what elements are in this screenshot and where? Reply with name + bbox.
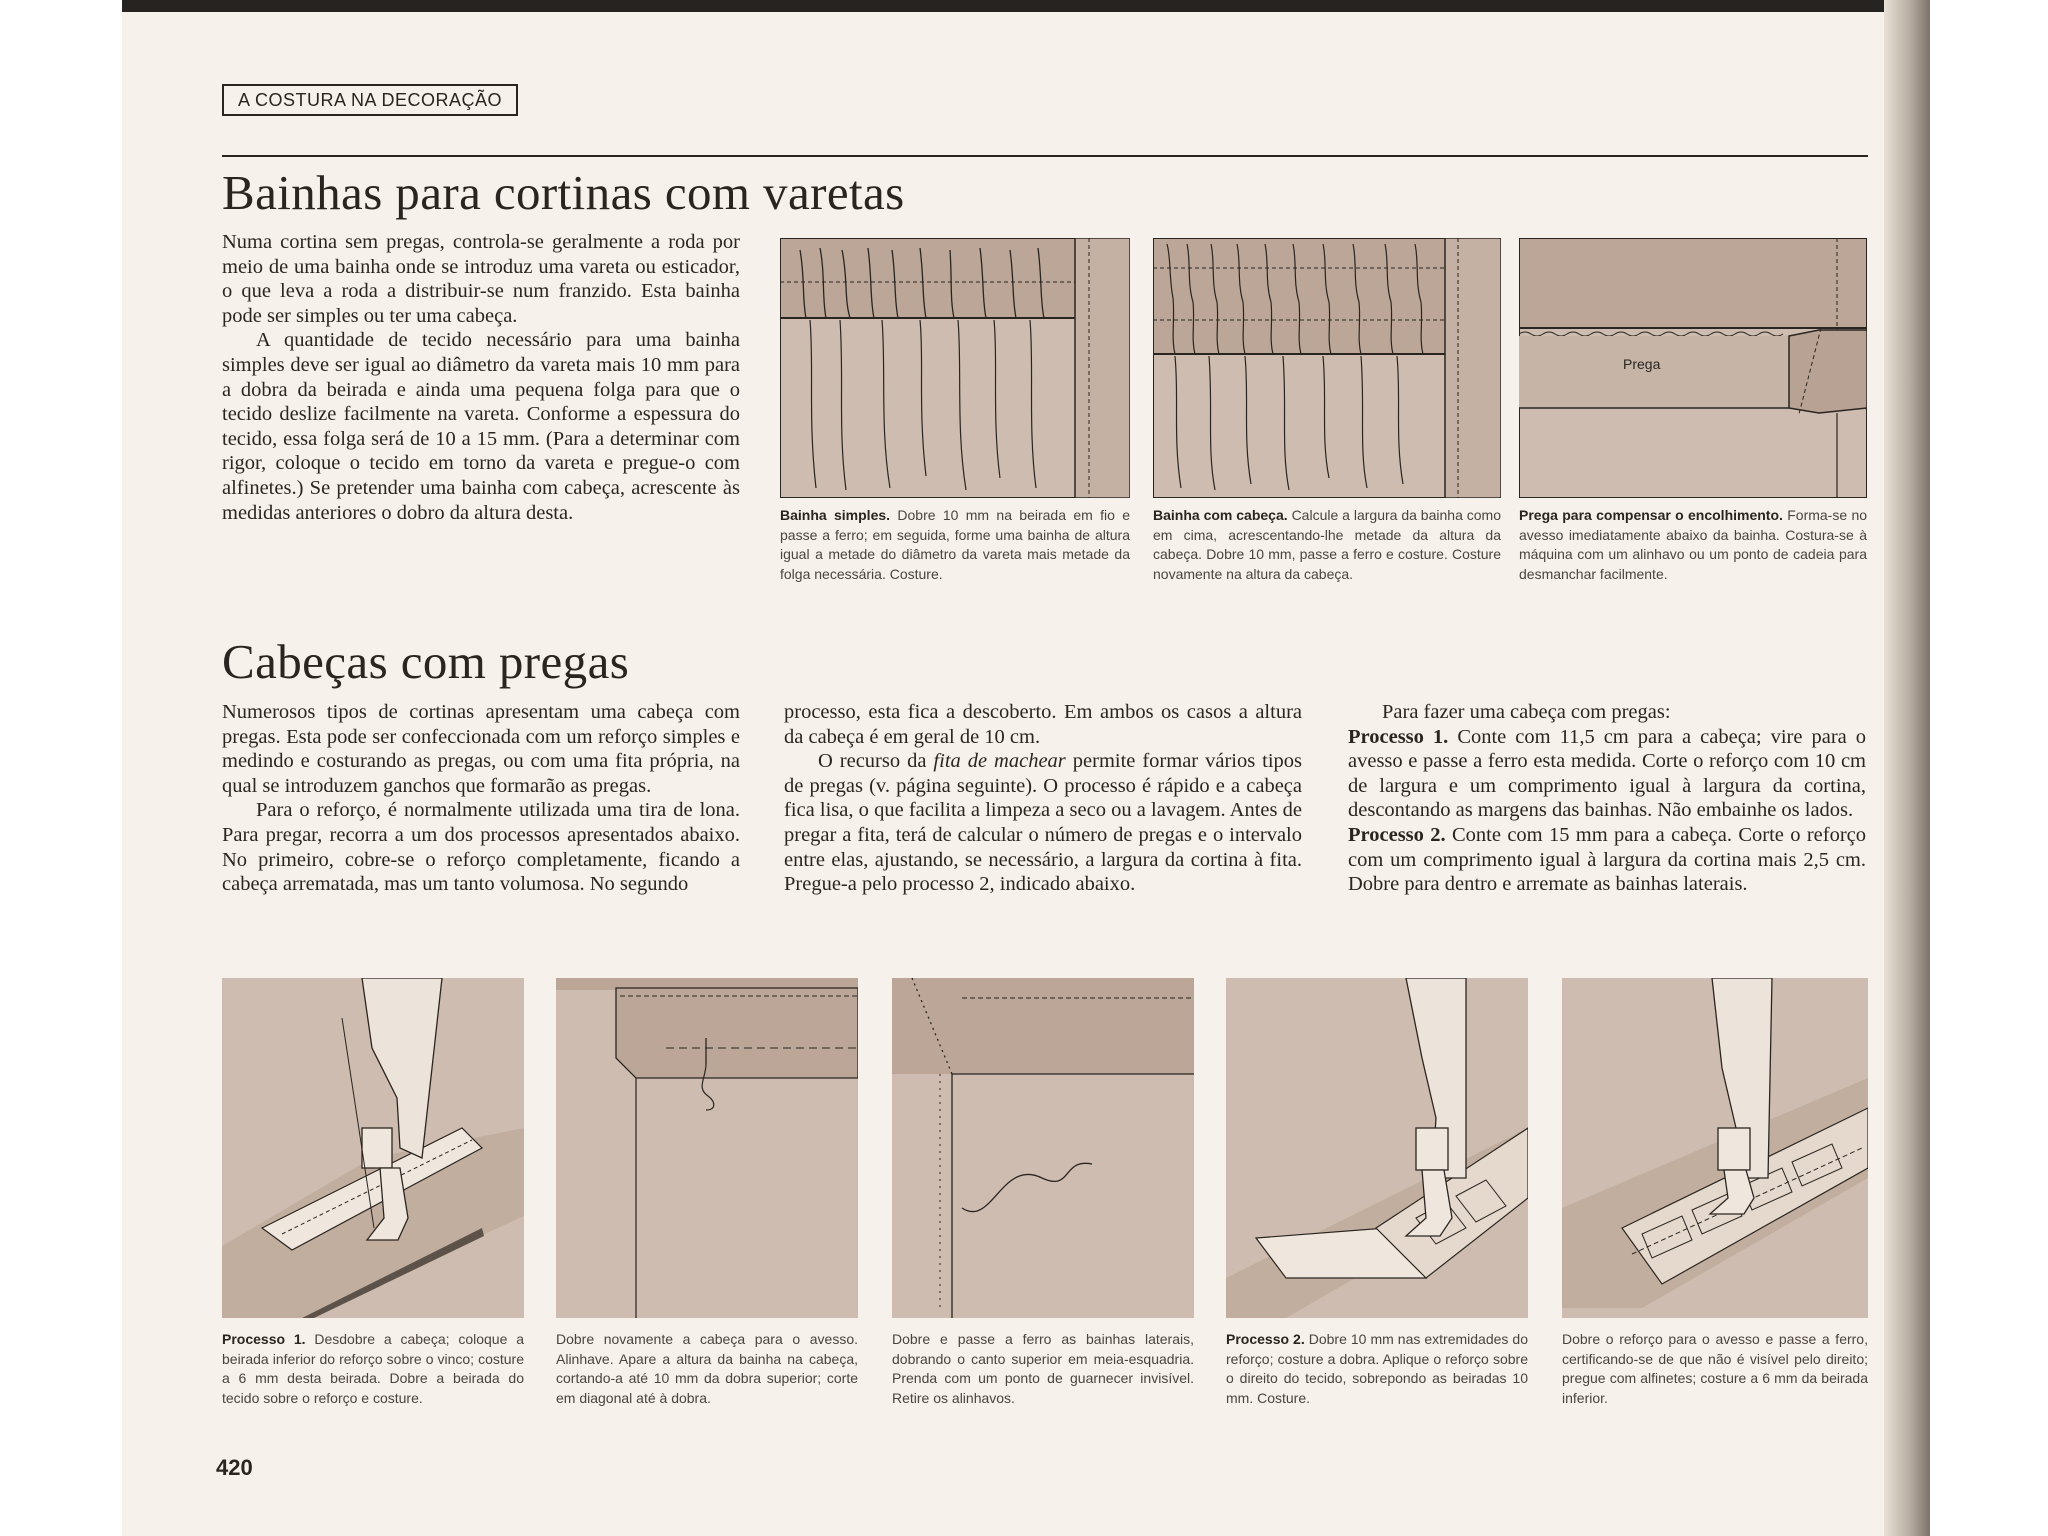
step-4-caption	[1226, 1330, 1528, 1408]
section2-col3-intro: Para fazer uma cabeça com pregas:	[1382, 701, 1671, 723]
section1-body	[222, 230, 740, 525]
section2-col3-processo-1	[1348, 725, 1866, 823]
step-3-caption-text: Dobre e passe a ferro as bainhas laterais, dobrando o canto superior em meia-esquadria. Prenda com um ponto de guarnecer invisível. Retire os alinhavos.	[892, 1331, 1194, 1406]
header-rule	[222, 155, 1868, 157]
section2-column-3	[1348, 700, 1866, 897]
caption-prega-text: Forma-se no avesso imediatamente abaixo da bainha. Costura-se à máquina com um alinhavo ou um ponto de cadeia para desmanchar facilmente.	[1519, 507, 1868, 582]
caption-bainha-simples-title: Bainha simples.	[780, 507, 891, 523]
processo-1-text: Conte com 11,5 cm para a cabeça; vire para o avesso e passe a ferro esta medida. Corte o reforço com 10 cm de largura e um comprimento igual à largura da cortina, descontando as margens das bainhas. Não embainhe os lados.	[1348, 725, 1867, 822]
page-gutter-shadow	[1884, 0, 1930, 1536]
section2-col1-paragraph-2: Para o reforço, é normalmente utilizada uma tira de lona. Para pregar, recorra a um dos processos apresentados abaixo. No primeiro, cobre-se o reforço completamente, ficando a cabeça arrematada, mas um tanto volumosa. No segundo	[222, 799, 740, 896]
step-4-caption-title: Processo 2.	[1226, 1331, 1305, 1347]
caption-bainha-simples	[780, 506, 1130, 584]
step-1-caption-text: Desdobre a cabeça; coloque a beirada inferior do reforço sobre o vinco; costure a 6 mm desta beirada. Dobre a beirada do tecido sobre o reforço e costure.	[222, 1331, 524, 1406]
step-3-caption	[892, 1330, 1194, 1408]
step-1-illustration	[222, 978, 524, 1318]
step-2-illustration	[556, 978, 858, 1318]
fita-de-machear-term: fita de machear	[933, 750, 1066, 773]
section2-col3-processo-2	[1348, 823, 1866, 897]
book-page	[122, 0, 1930, 1536]
processo-2-text: Conte com 15 mm para a cabeça. Corte o reforço com um comprimento igual à largura da cortina mais 2,5 cm. Dobre para dentro e arremate as bainhas laterais.	[1348, 823, 1867, 896]
caption-bainha-simples-text: Dobre 10 mm na beirada em fio e passe a ferro; em seguida, forme uma bainha de altura igual a metade do diâmetro da vareta mais metade da folga necessária. Costure.	[780, 507, 1131, 582]
step-4-caption-text: Dobre 10 mm nas extremidades do reforço; costure a dobra. Aplique o reforço sobre o direito do tecido, sobrepondo as beiradas 10 mm. Costure.	[1226, 1331, 1528, 1406]
step-1-caption	[222, 1330, 524, 1408]
section2-col1-paragraph-1: Numerosos tipos de cortinas apresentam uma cabeça com pregas. Esta pode ser confeccionada com um reforço simples e medindo e costurando as pregas, ou com uma fita própria, na qual se introduzem ganchos que formarão as pregas.	[222, 701, 740, 797]
col2-p2-before: O recurso da	[818, 750, 927, 773]
step-3-illustration	[892, 978, 1194, 1318]
section1-title: Bainhas para cortinas com varetas	[222, 165, 905, 220]
caption-prega	[1519, 506, 1867, 584]
caption-bainha-com-cabeca-title: Bainha com cabeça.	[1153, 507, 1288, 523]
figure-bainha-simples	[780, 238, 1130, 498]
section-tag: A COSTURA NA DECORAÇÃO	[222, 84, 518, 116]
caption-prega-title: Prega para compensar o encolhimento.	[1519, 507, 1783, 523]
step-5-caption	[1562, 1330, 1868, 1408]
figure-bainha-com-cabeca	[1153, 238, 1501, 498]
col2-p2-after: permite formar vários tipos de pregas (v. página seguinte). O processo é rápido e a cabeça fica lisa, o que facilita a limpeza a seco ou a lavagem. Antes de pregar a fita, terá de calcular o número de pregas e o intervalo entre elas, ajustando, se necessário, a largura da cortina à fita. Pregue-a pelo processo 2, indicado abaixo.	[784, 750, 1303, 896]
section2-col2-paragraph-1: processo, esta fica a descoberto. Em ambos os casos a altura da cabeça é em geral de 10 cm.	[784, 701, 1302, 748]
section2-column-2	[784, 700, 1302, 897]
step-5-illustration	[1562, 978, 1868, 1318]
section2-column-1	[222, 700, 740, 897]
processo-2-label: Processo 2.	[1348, 823, 1446, 846]
caption-bainha-com-cabeca	[1153, 506, 1501, 584]
figure-prega	[1519, 238, 1867, 498]
caption-bainha-com-cabeca-text: Calcule a largura da bainha como em cima, acrescentando-lhe metade da altura da cabeça. Dobre 10 mm, passe a ferro e costure. Costure novamente na altura da cabeça.	[1153, 507, 1501, 582]
step-1-caption-title: Processo 1.	[222, 1331, 306, 1347]
section2-title: Cabeças com pregas	[222, 634, 630, 689]
section1-paragraph-1: Numa cortina sem pregas, controla-se geralmente a roda por meio de uma bainha onde se introduz uma vareta ou esticador, o que leva a roda a distribuir-se num franzido. Esta bainha pode ser simples ou ter uma cabeça.	[222, 231, 740, 327]
page-number: 420	[216, 1455, 253, 1480]
processo-1-label: Processo 1.	[1348, 725, 1449, 748]
section2-col2-paragraph-2	[784, 749, 1302, 897]
step-4-illustration	[1226, 978, 1528, 1318]
step-5-caption-text: Dobre o reforço para o avesso e passe a ferro, certificando-se de que não é visível pelo direito; pregue com alfinetes; costure a 6 mm da beirada inferior.	[1562, 1331, 1868, 1406]
step-2-caption-text: Dobre novamente a cabeça para o avesso. Alinhave. Apare a altura da bainha na cabeça, cortando-a até 10 mm da dobra superior; corte em diagonal até à dobra.	[556, 1331, 858, 1406]
step-2-caption	[556, 1330, 858, 1408]
prega-label: Prega	[1623, 356, 1661, 372]
section1-paragraph-2: A quantidade de tecido necessário para uma bainha simples deve ser igual ao diâmetro da vareta mais 10 mm para a dobra da beirada e ainda uma pequena folga para que o tecido deslize facilmente na vareta. Conforme a espessura do tecido, essa folga será de 10 a 15 mm. (Para a determinar com rigor, coloque o tecido em torno da vareta e pregue-o com alfinetes.) Se pretender uma bainha com cabeça, acrescente às medidas anteriores o dobro da altura desta.	[222, 329, 740, 524]
